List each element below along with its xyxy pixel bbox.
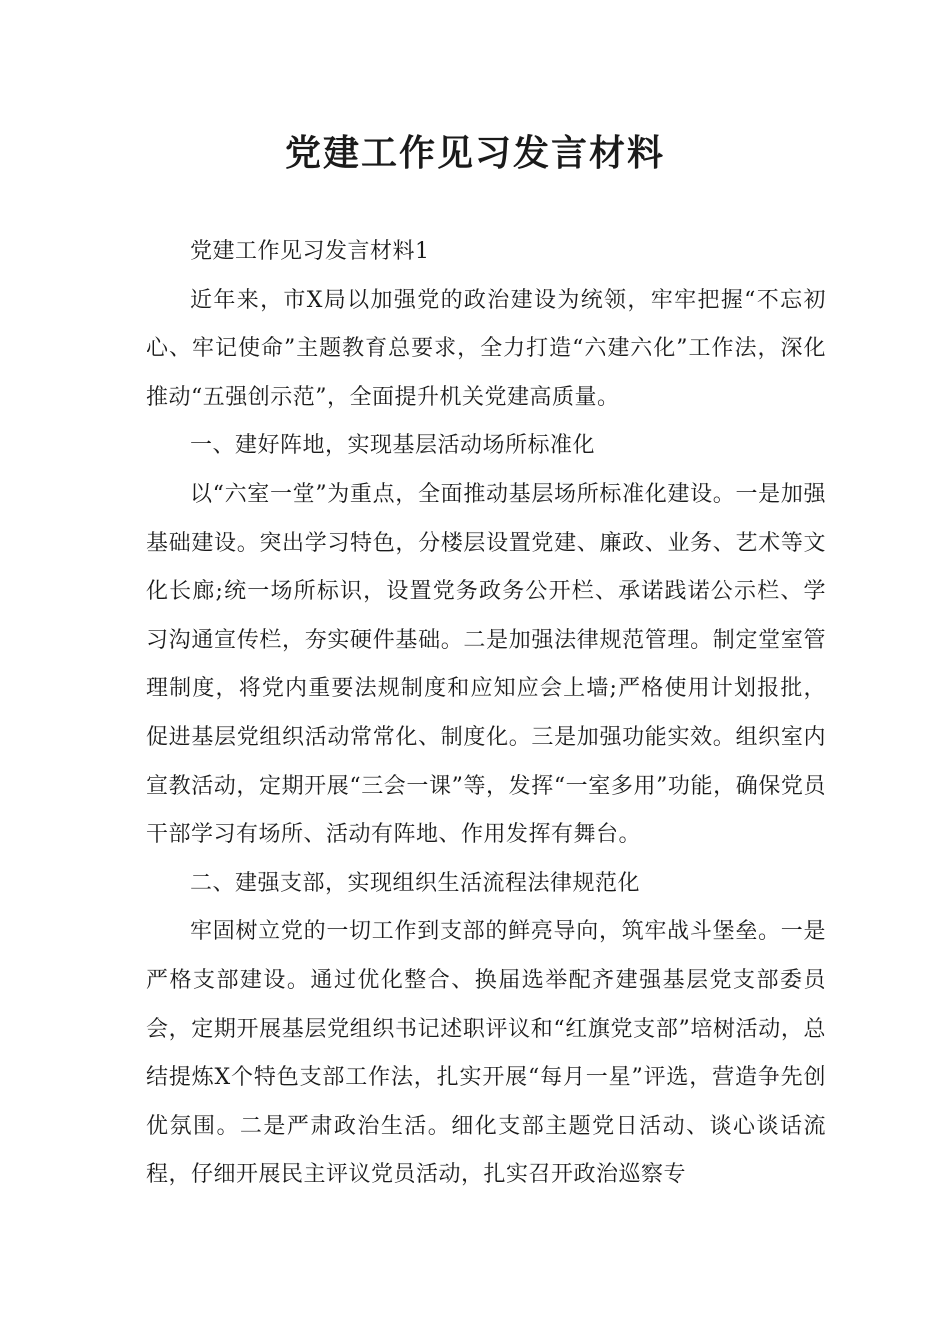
document-title: 党建工作见习发言材料: [284, 133, 665, 174]
paragraph-intro: 近年来，市X局以加强党的政治建设为统领，牢牢把握“不忘初心、牢记使命”主题教育总要求，全力打造“六建六化”工作法，深化推动“五强创示范”，全面提升机关党建高质量。: [146, 287, 826, 410]
paragraph-subtitle: 党建工作见习发言材料1: [190, 239, 430, 264]
paragraph-section-2: 牢固树立党的一切工作到支部的鲜亮导向，筑牢战斗堡垒。一是严格支部建设。通过优化整合、换届选举配齐建强基层党支部委员会，定期开展基层党组织书记述职评议和“红旗党支部”培树活动，总结提炼X个特色支部工作法，扎实开展“每月一星”评选，营造争先创优氛围。二是严肃政治生活。细化支部主题党日活动、谈心谈话流程，仔细开展民主评议党员活动，扎实召开政治巡察专: [146, 919, 826, 1188]
section-heading-2: 二、建强支部，实现组织生活流程法律规范化: [190, 870, 641, 896]
section-heading-1: 一、建好阵地，实现基层活动场所标准化: [190, 433, 596, 459]
paragraph-section-1: 以“六室一堂”为重点，全面推动基层场所标准化建设。一是加强基础建设。突出学习特色，分楼层设置党建、廉政、业务、艺术等文化长廊;统一场所标识，设置党务政务公开栏、承诺践诺公示栏、学习沟通宣传栏，夯实硬件基础。二是加强法律规范管理。制定堂室管理制度，将党内重要法规制度和应知应会上墙;严格使用计划报批，促进基层党组织活动常常化、制度化。三是加强功能实效。组织室内宣教活动，定期开展“三会一课”等，发挥“一室多用”功能，确保党员干部学习有场所、活动有阵地、作用发挥有舞台。: [146, 481, 826, 848]
document-body: [146, 228, 826, 1200]
